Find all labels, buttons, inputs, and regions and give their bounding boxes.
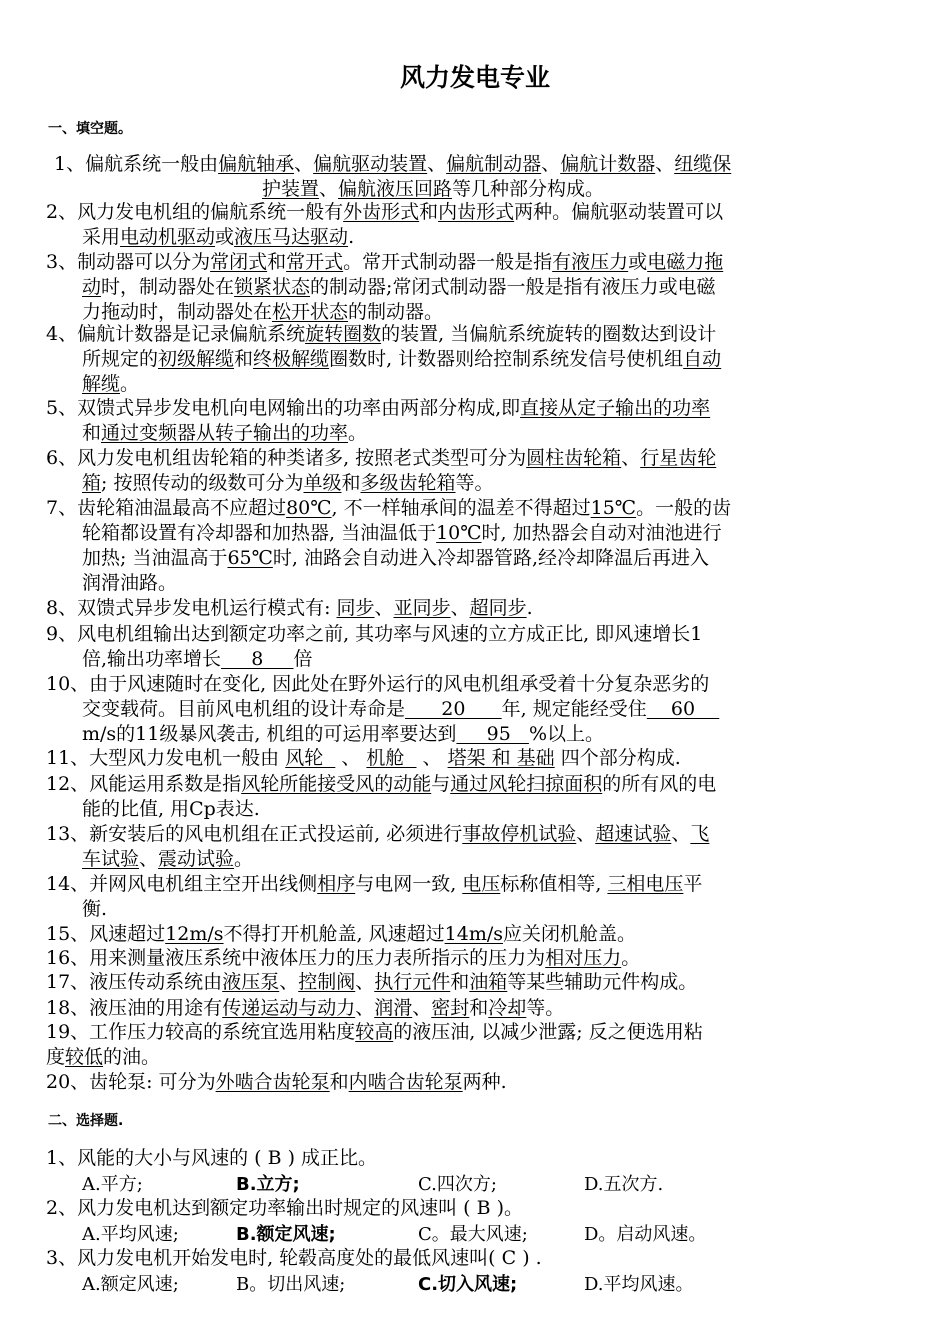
question-text: 能的比值, 用Cp表达. <box>82 798 260 820</box>
question-text: 。常开式制动器一般是指 <box>343 251 553 273</box>
question-text: 7、齿轮箱油温最高不应超过 <box>46 497 287 519</box>
question-line <box>46 596 908 621</box>
question-text: 轮箱都设置有冷却器和加热器, 当油温低于 <box>82 522 437 544</box>
answer-blank: 外齿形式 <box>343 201 420 223</box>
answer-blank: 润滑 <box>374 997 413 1019</box>
choice-question-stem: 2、风力发电机达到额定功率输出时规定的风速叫 ( B )。 <box>46 1197 523 1219</box>
question-text: ; 按照传动的级数可分为 <box>101 472 304 494</box>
fill-question <box>46 446 908 496</box>
answer-blank: 10℃ <box>436 522 482 544</box>
answer-blank: 自动 <box>683 348 722 370</box>
question-text: 度 <box>46 1046 66 1068</box>
question-text: 、 <box>355 971 375 993</box>
question-line <box>46 970 908 995</box>
question-text: 、 <box>621 447 641 469</box>
answer-blank: 控制阀 <box>298 971 356 993</box>
answer-blank: 偏航液压回路 <box>338 178 453 200</box>
answer-blank: 机舱 <box>366 747 417 769</box>
question-text: 、 <box>671 823 691 845</box>
answer-blank: 常开式 <box>286 251 344 273</box>
question-text: 和 <box>234 348 254 370</box>
answer-blank: 箱 <box>82 472 102 494</box>
question-text: 15、风速超过 <box>46 923 166 945</box>
question-text: 标称值相等, <box>500 873 608 895</box>
choice-option: A.平方; <box>82 1174 143 1195</box>
question-line <box>46 1045 908 1070</box>
question-text: . <box>348 226 355 248</box>
question-text: 的油。 <box>103 1046 161 1068</box>
section-heading-fill: 一、填空题。 <box>48 121 132 137</box>
answer-blank: 15℃ <box>590 497 637 519</box>
question-text: 等几种部分构成。 <box>452 178 605 200</box>
answer-blank: 飞 <box>690 823 710 845</box>
question-text: 9、风电机组输出达到额定功率之前, 其功率与风速的立方成正比, 即风速增长1 <box>46 623 703 645</box>
question-text: 的装置, 当偏航系统旋转的圈数达到设计 <box>381 323 717 345</box>
answer-blank: 圆柱齿轮箱 <box>526 447 622 469</box>
question-text: 13、新安装后的风电机组在正式投运前, 必须进行 <box>46 823 463 845</box>
fill-question <box>46 322 908 397</box>
question-text: 等。 <box>455 472 494 494</box>
question-text: 、 <box>335 747 367 769</box>
question-line <box>46 772 908 797</box>
choice-option: B。切出风速; <box>236 1274 346 1295</box>
question-line <box>46 722 908 747</box>
choice-option: D.五次方. <box>584 1174 664 1195</box>
answer-blank: 护装置 <box>262 178 320 200</box>
question-text: 、 <box>294 153 314 175</box>
question-text: 19、工作压力较高的系统宜选用粘度 <box>46 1021 356 1043</box>
question-text: 和 <box>469 997 489 1019</box>
answer-blank: 纽缆保 <box>674 153 732 175</box>
answer-blank: 事故停机试验 <box>462 823 577 845</box>
answer-blank: 单级 <box>303 472 342 494</box>
question-line <box>46 872 908 897</box>
question-text: 时，制动器处在 <box>101 276 235 298</box>
question-line <box>46 496 908 521</box>
question-line <box>46 822 908 847</box>
question-text: 时, 加热器会自动对油池进行 <box>481 522 722 544</box>
choice-answer: B.立方; <box>236 1174 300 1195</box>
question-text: 与 <box>431 773 451 795</box>
question-text: 所规定的 <box>82 348 159 370</box>
answer-blank: 8 <box>221 648 294 670</box>
answer-blank: 冷却 <box>488 997 527 1019</box>
answer-blank: 多级齿轮箱 <box>360 472 456 494</box>
answer-blank: 超同步 <box>469 597 527 619</box>
answer-blank: 超速试验 <box>595 823 672 845</box>
question-text: 、 <box>374 597 394 619</box>
choice-question-stem: 3、风力发电机开始发电时, 轮毂高度处的最低风速叫( C ) . <box>46 1247 542 1269</box>
answer-blank: 65℃ <box>227 547 273 569</box>
answer-blank: 塔架 和 基础 <box>447 747 555 769</box>
fill-question <box>46 396 908 446</box>
answer-blank: 相对压力 <box>545 947 622 969</box>
question-line <box>46 746 908 771</box>
answer-blank: 旋转圈数 <box>305 323 382 345</box>
answer-blank: 动 <box>82 276 102 298</box>
question-text: 加热; 当油温高于 <box>82 547 228 569</box>
question-text: 圈数时, 计数器则给控制系统发信号使机组 <box>329 348 684 370</box>
fill-question <box>46 970 908 995</box>
answer-blank: 亚同步 <box>393 597 451 619</box>
question-line <box>46 347 908 372</box>
question-line <box>46 622 908 647</box>
question-text: 、 <box>412 997 432 1019</box>
question-text: 。 <box>120 373 140 395</box>
question-text: 1、偏航系统一般由 <box>54 153 219 175</box>
question-text: 、 <box>541 153 561 175</box>
answer-blank: 20 <box>405 698 502 720</box>
question-text: 或 <box>215 226 235 248</box>
question-text: 8、双馈式异步发电机运行模式有: <box>46 597 337 619</box>
answer-blank: 三相电压 <box>607 873 684 895</box>
question-line <box>46 647 908 672</box>
question-text: 、 <box>355 997 375 1019</box>
choice-answer: C.切入风速; <box>418 1274 518 1295</box>
question-line <box>46 1020 908 1045</box>
question-text: 四个部分构成. <box>554 747 681 769</box>
answer-blank: 通过风轮扫掠面积 <box>450 773 603 795</box>
answer-blank: 偏航计数器 <box>560 153 656 175</box>
question-text: 12、风能运用系数是指 <box>46 773 242 795</box>
question-line <box>46 546 908 571</box>
choice-option: C。最大风速; <box>418 1224 528 1245</box>
answer-blank: 14m/s <box>444 923 503 945</box>
question-line <box>46 471 908 496</box>
fill-question <box>46 200 908 250</box>
question-text: , 不一样轴承间的温差不得超过 <box>331 497 591 519</box>
answer-blank: 松开状态 <box>272 301 349 323</box>
question-text: . <box>526 597 533 619</box>
fill-question <box>46 996 908 1021</box>
answer-blank: 通过变频器从转子输出的功率 <box>101 422 349 444</box>
fill-question <box>46 672 908 747</box>
answer-blank: 60 <box>646 698 720 720</box>
fill-question <box>46 250 908 325</box>
question-text: 11、大型风力发电机一般由 <box>46 747 286 769</box>
fill-question <box>46 596 908 621</box>
question-line <box>46 446 908 471</box>
question-text: 力拖动时，制动器处在 <box>82 301 273 323</box>
question-text: 衡. <box>82 898 108 920</box>
question-line <box>46 697 908 722</box>
question-text: 的制动器。 <box>348 301 444 323</box>
question-text: 和 <box>419 201 439 223</box>
question-line <box>46 372 908 397</box>
fill-question <box>46 746 908 771</box>
question-text: 的所有风的电 <box>602 773 717 795</box>
question-line <box>46 847 908 872</box>
answer-blank: 内啮合齿轮泵 <box>348 1071 463 1093</box>
fill-question <box>46 622 908 672</box>
fill-question <box>46 946 908 971</box>
question-text: 、 <box>576 823 596 845</box>
question-line <box>46 922 908 947</box>
question-text: 和 <box>450 971 470 993</box>
question-line <box>46 946 908 971</box>
answer-blank: 偏航轴承 <box>218 153 295 175</box>
section-heading-choice: 二、选择题. <box>48 1113 124 1129</box>
answer-blank: 风轮 <box>285 747 336 769</box>
choice-option <box>236 1172 300 1197</box>
question-line <box>46 1070 908 1095</box>
answer-blank: 同步 <box>336 597 375 619</box>
question-text: 两种. <box>462 1071 507 1093</box>
fill-question <box>46 822 908 872</box>
choice-option: D.平均风速。 <box>584 1274 694 1295</box>
fill-question <box>46 922 908 947</box>
answer-blank: 油箱 <box>469 971 508 993</box>
answer-blank: 电动机驱动 <box>120 226 216 248</box>
question-text: 5、双馈式异步发电机向电网输出的功率由两部分构成,即 <box>46 397 521 419</box>
question-text: 倍 <box>293 648 313 670</box>
question-text: 交变载荷。目前风电机组的设计寿命是 <box>82 698 406 720</box>
choice-answer: B.额定风速; <box>236 1224 336 1245</box>
question-text: 。 <box>348 422 368 444</box>
question-line <box>46 275 908 300</box>
answer-blank: 95 <box>456 723 529 745</box>
answer-blank: 密封 <box>431 997 470 1019</box>
fill-question <box>46 872 908 922</box>
question-line <box>46 521 908 546</box>
question-text: 、 <box>319 178 339 200</box>
question-text: 3、制动器可以分为 <box>46 251 211 273</box>
fill-question <box>46 496 908 596</box>
question-text: 等某些辅助元件构成。 <box>507 971 698 993</box>
question-text: 平 <box>683 873 703 895</box>
question-text: 和 <box>329 1071 349 1093</box>
question-line <box>46 996 908 1021</box>
question-text: 润滑油路。 <box>82 572 178 594</box>
question-text: 应关闭机舱盖。 <box>503 923 637 945</box>
question-line <box>46 571 908 596</box>
question-text: 倍,输出功率增长 <box>82 648 222 670</box>
question-line <box>46 322 908 347</box>
question-text: 2、风力发电机组的偏航系统一般有 <box>46 201 344 223</box>
question-text: 等。 <box>526 997 565 1019</box>
answer-blank: 80℃ <box>286 497 332 519</box>
question-text: 20、齿轮泵: 可分为 <box>46 1071 216 1093</box>
answer-blank: 解缆 <box>82 373 121 395</box>
answer-blank: 液压泵 <box>222 971 280 993</box>
fill-question <box>46 152 908 202</box>
answer-blank: 内齿形式 <box>438 201 515 223</box>
question-text: 、 <box>416 747 448 769</box>
answer-blank: 较低 <box>65 1046 104 1068</box>
choice-option: A.平均风速; <box>82 1224 179 1245</box>
question-text: 16、用来测量液压系统中液体压力的压力表所指示的压力为 <box>46 947 546 969</box>
question-text: 两种。偏航驱动装置可以 <box>514 201 724 223</box>
fill-question <box>46 1070 908 1095</box>
question-text: 4、偏航计数器是记录偏航系统 <box>46 323 306 345</box>
answer-blank: 车试验 <box>82 848 140 870</box>
question-line <box>46 177 908 202</box>
answer-blank: 初级解缆 <box>158 348 235 370</box>
question-text: 10、由于风速随时在变化, 因此处在野外运行的风电机组承受着十分复杂恶劣的 <box>46 673 710 695</box>
choice-question-stem: 1、风能的大小与风速的 ( B ) 成正比。 <box>46 1147 378 1169</box>
answer-blank: 偏航驱动装置 <box>313 153 428 175</box>
question-text: 18、液压油的用途有 <box>46 997 223 1019</box>
question-text: 与电网一致, <box>355 873 463 895</box>
answer-blank: 有液压力 <box>552 251 629 273</box>
question-text: 采用 <box>82 226 121 248</box>
answer-blank: 外啮合齿轮泵 <box>215 1071 330 1093</box>
question-line <box>46 200 908 225</box>
page-title: 风力发电专业 <box>399 63 550 92</box>
question-text: 。 <box>234 848 254 870</box>
question-text: 。一般的齿 <box>636 497 732 519</box>
answer-blank: 执行元件 <box>374 971 451 993</box>
answer-blank: 较高 <box>355 1021 394 1043</box>
answer-blank: 电磁力拖 <box>647 251 724 273</box>
question-text: 和 <box>341 472 361 494</box>
fill-question <box>46 1020 908 1070</box>
question-text: 、 <box>450 597 470 619</box>
choice-option: D。启动风速。 <box>584 1224 707 1245</box>
answer-blank: 终极解缆 <box>253 348 330 370</box>
question-text: 年, 规定能经受住 <box>501 698 647 720</box>
question-text: m/s的11级暴风袭击, 机组的可运用率要达到 <box>82 723 457 745</box>
question-text: 的制动器;常闭式制动器一般是指有液压力或电磁 <box>310 276 716 298</box>
question-text: 和 <box>267 251 287 273</box>
question-text: 14、并网风电机组主空开出线侧 <box>46 873 318 895</box>
question-text: 、 <box>139 848 159 870</box>
question-line <box>46 897 908 922</box>
choice-option <box>418 1272 517 1297</box>
fill-question <box>46 772 908 822</box>
choice-option: C.四次方; <box>418 1174 497 1195</box>
answer-blank: 风轮所能接受风的动能 <box>241 773 432 795</box>
question-line <box>46 396 908 421</box>
question-text: 、 <box>655 153 675 175</box>
question-text: 、 <box>427 153 447 175</box>
question-text: 时, 油路会自动进入冷却器管路,经冷却降温后再进入 <box>272 547 710 569</box>
answer-blank: 电压 <box>462 873 501 895</box>
choice-option: A.额定风速; <box>82 1274 179 1295</box>
question-text: 。 <box>621 947 641 969</box>
answer-blank: 传递运动与动力 <box>222 997 356 1019</box>
question-text: %以上。 <box>528 723 604 745</box>
answer-blank: 12m/s <box>165 923 224 945</box>
question-line <box>46 421 908 446</box>
answer-blank: 相序 <box>317 873 356 895</box>
answer-blank: 直接从定子输出的功率 <box>520 397 711 419</box>
question-line <box>46 152 908 177</box>
question-line <box>46 250 908 275</box>
question-text: 的液压油, 以减少泄露; 反之便选用粘 <box>393 1021 703 1043</box>
question-line <box>46 797 908 822</box>
question-line <box>46 672 908 697</box>
choice-option <box>236 1222 336 1247</box>
question-text: 和 <box>82 422 102 444</box>
answer-blank: 常闭式 <box>210 251 268 273</box>
answer-blank: 液压马达驱动 <box>234 226 349 248</box>
question-line <box>46 225 908 250</box>
question-text: 不得打开机舱盖, 风速超过 <box>223 923 445 945</box>
question-text: 17、液压传动系统由 <box>46 971 223 993</box>
question-text: 或 <box>628 251 648 273</box>
answer-blank: 偏航制动器 <box>446 153 542 175</box>
question-text: 、 <box>279 971 299 993</box>
question-text: 6、风力发电机组齿轮箱的种类诸多, 按照老式类型可分为 <box>46 447 527 469</box>
answer-blank: 行星齿轮 <box>640 447 717 469</box>
answer-blank: 震动试验 <box>158 848 235 870</box>
answer-blank: 锁紧状态 <box>234 276 311 298</box>
